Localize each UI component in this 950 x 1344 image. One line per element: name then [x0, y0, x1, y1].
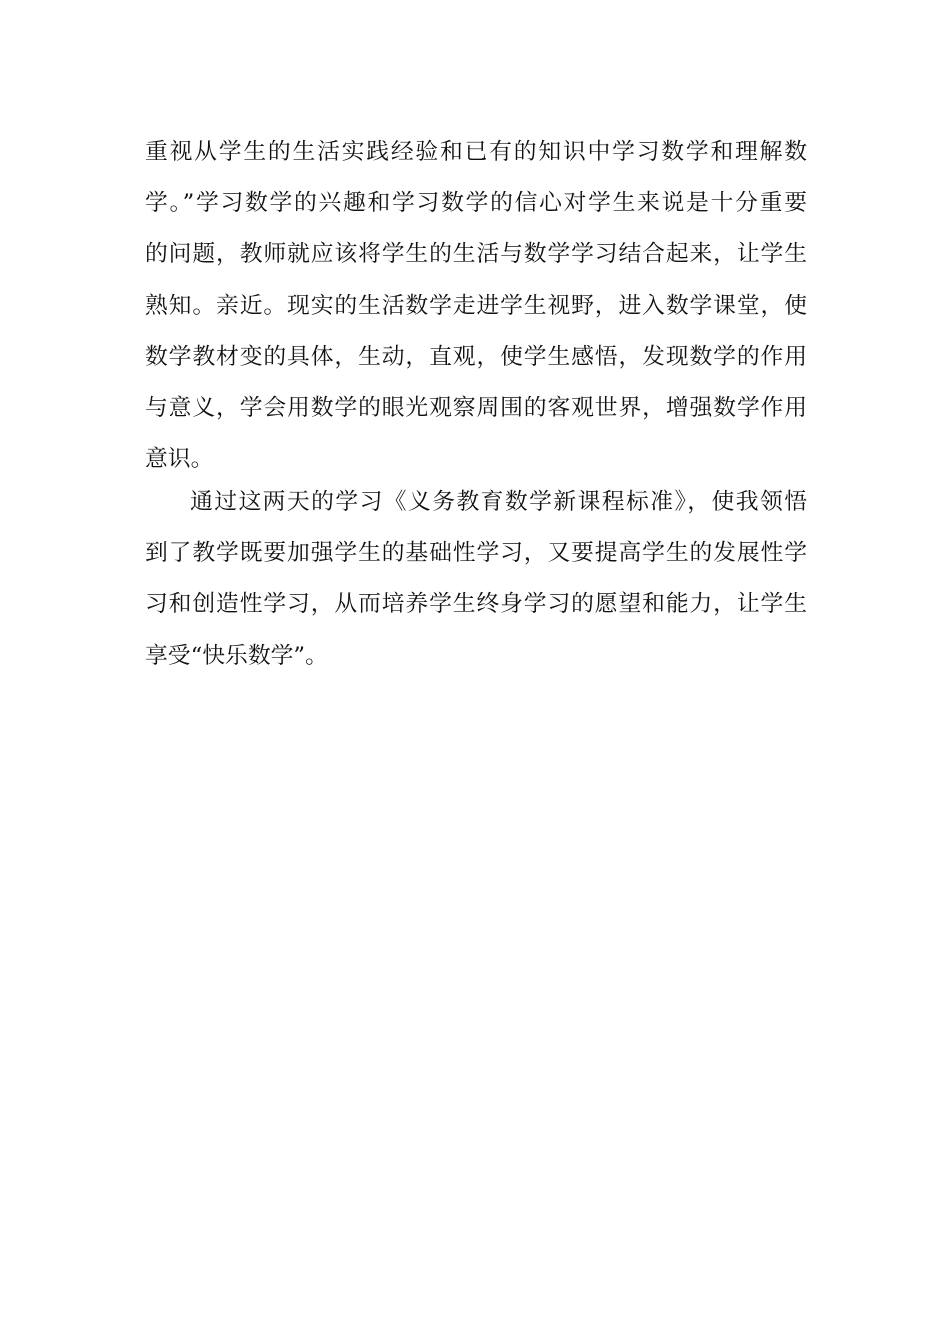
paragraph-line: 享受“快乐数学”。 [145, 642, 328, 669]
paragraph-2 [145, 477, 807, 682]
paragraph-1 [145, 127, 807, 485]
paragraph-line: 重视从学生的生活实践经验和已有的知识中学习数学和理解数 [145, 139, 807, 165]
paragraph-line: 的问题，教师就应该将学生的生活与数学学习结合起来，让学生 [145, 241, 807, 268]
paragraph-line: 与意义，学会用数学的眼光观察周围的客观世界，增强数学作用 [145, 394, 807, 421]
paragraph-line: 意识。 [145, 446, 214, 473]
paragraph-line: 熟知。亲近。现实的生活数学走进学生视野，进入数学课堂，使 [145, 292, 807, 319]
paragraph-line: 通过这两天的学习《义务教育数学新课程标准》，使我领悟 [190, 489, 807, 515]
paragraph-line: 到了教学既要加强学生的基础性学习，又要提高学生的发展性学 [145, 540, 807, 567]
paragraph-line: 习和创造性学习，从而培养学生终身学习的愿望和能力，让学生 [145, 591, 807, 618]
paragraph-line: 数学教材变的具体，生动，直观，使学生感悟，发现数学的作用 [145, 343, 807, 370]
paragraph-line: 学。”学习数学的兴趣和学习数学的信心对学生来说是十分重要 [145, 190, 807, 217]
